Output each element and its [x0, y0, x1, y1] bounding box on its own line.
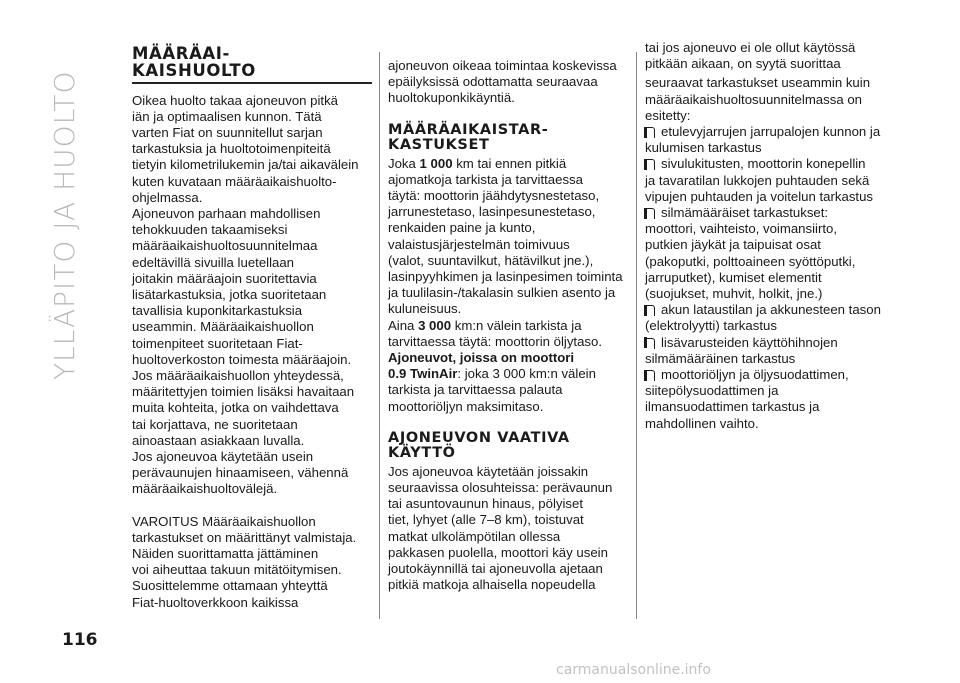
text-line: vipujen puhtauden ja voitelun tarkastus [645, 188, 874, 204]
checklist [645, 124, 885, 432]
paragraph-warning [132, 514, 372, 611]
bullet-icon [646, 338, 655, 349]
column-3 [645, 40, 885, 432]
section-heading-maintenance: MÄÄRÄAI- KAISHUOLTO [132, 44, 256, 80]
text-line: tarkastukset on määrittänyt valmistaja. [132, 529, 357, 545]
checklist-item [645, 302, 885, 334]
watermark: carmanualsonline.info [556, 662, 711, 678]
text-line: tietyin kilometrilukemin ja/tai aikavälein [132, 157, 359, 173]
text-line: perävaunujen hinaamiseen, vähennä [132, 465, 349, 481]
text-line: akun lataustilan ja akkunesteen tason [661, 302, 881, 318]
text-line: täytä: moottorin jäähdytysnestetaso, [388, 188, 600, 204]
text-line: muita kohteita, jotka on vaihdettava [132, 400, 339, 416]
checklist-item [645, 367, 885, 432]
text-line: pitkään aikaan, on syytä suorittaa [645, 56, 841, 72]
text-line: ainoastaan asiakkaan luvalla. [132, 432, 305, 448]
text-line: seuraavissa olosuhteissa: perävaunun [388, 480, 613, 496]
paragraph-continued [388, 58, 628, 107]
text-line: kuten kuvataan määräaikaishuolto- [132, 173, 337, 189]
text-line: määräaikaishuoltosuunnitelmassa on [645, 91, 862, 107]
text-line: (suojukset, muhvit, holkit, jne.) [645, 286, 823, 302]
text-line: lasinpyyhkimen ja lasinpesimen toiminta [388, 269, 623, 285]
bullet-icon [646, 208, 655, 219]
text-line: iän ja optimaalisen kunnon. Tätä [132, 108, 322, 124]
checklist-item [645, 156, 885, 205]
text-line: Jos määräaikaishuollon yhteydessä, [132, 367, 344, 383]
text-line: (elektrolyytti) tarkastus [645, 318, 777, 334]
text-line: sivulukitusten, moottorin konepellin [661, 156, 866, 172]
text-line: joutokäynnillä tai ajoneuvolla ajetaan [388, 561, 603, 577]
paragraph-twinair: Ajoneuvot, joissa on moottori 0.9 TwinAir: joka 3 000 km:n välein tarkista ja tarvittaessa palauta moottoriöljyn maksimitaso. [388, 350, 628, 415]
text-line: jarruputket), kumiset elementit [645, 269, 822, 285]
checklist-item [645, 205, 885, 302]
text-line: siitepölysuodattimen ja [645, 383, 779, 399]
text-line: varten Fiat on suunnitellut sarjan [132, 124, 323, 140]
text-line: tarkastuksia ja huoltotoimenpiteitä [132, 141, 331, 157]
paragraph-efficiency [132, 206, 372, 498]
column-divider [636, 52, 637, 619]
text-line: seuraavat tarkastukset useammin kuin [645, 75, 871, 91]
text-line: tai jos ajoneuvo ei ole ollut käytössä [645, 40, 856, 55]
text-line: jarrunestetaso, lasinpesunestetaso, [388, 204, 596, 220]
checklist-item [645, 124, 885, 156]
text-line: tai korjattava, ne suoritetaan [132, 416, 298, 432]
text-line: matkat ulkolämpötilan ollessa [388, 528, 561, 544]
section-side-title: YLLÄPITO JA HUOLTO [48, 70, 81, 380]
text-line: pakkasen puolella, moottori käy usein [388, 544, 608, 560]
text-line: määritettyjen toimien lisäksi havaitaan [132, 384, 355, 400]
text-line: Jos ajoneuvoa käytetään joissakin [388, 463, 589, 479]
text-line: epäilyksissä odottamatta seuraavaa [388, 74, 598, 90]
checklist-item [645, 335, 885, 367]
text-line: silmämääräiset tarkastukset: [661, 205, 829, 221]
text-line: VAROITUS Määräaikaishuollon [132, 513, 316, 529]
text-line: (valot, suuntavilkut, hätävilkut jne.), [388, 252, 594, 268]
paragraph-intro [132, 93, 372, 206]
section-heading-periodic-checks: MÄÄRÄAIKAISTAR- KASTUKSET [388, 121, 549, 153]
text-line: lisävarusteiden käyttöhihnojen [661, 334, 838, 350]
text-line: määräaikaishuoltovälejä. [132, 481, 278, 497]
paragraph-more-often [645, 75, 885, 124]
text-line: valaistusjärjestelmän toimivuus [388, 236, 570, 252]
text-line: ohjelmassa. [132, 189, 203, 205]
paragraph-continued [645, 40, 885, 72]
text-line: tarvittaessa täytä: moottorin öljytaso. [388, 333, 603, 349]
text-line: tavallisia kuponkitarkastuksia [132, 303, 303, 319]
text-line: mahdollinen vaihto. [645, 415, 759, 431]
text-line: tiet, lyhyet (alle 7–8 km), toistuvat [388, 512, 584, 528]
text-line: tai asuntovaunun hinaus, pölyiset [388, 496, 584, 512]
bullet-icon [646, 127, 655, 138]
text-line: etulevyjarrujen jarrupalojen kunnon ja [661, 124, 881, 140]
text-line: putkien jäykät ja taipuisat osat [645, 237, 821, 253]
text-line: silmämääräinen tarkastus [645, 350, 796, 366]
text-line: lisätarkastuksia, jotka suoritetaan [132, 286, 327, 302]
text-line: ja tuulilasin-/takalasin sulkien asento ja [388, 285, 616, 301]
text-line: tehokkuuden takaamiseksi [132, 222, 288, 238]
bullet-icon [646, 305, 655, 316]
paragraph-every-1000: Joka 1 000 km tai ennen pitkiä ajomatkoja tarkista ja tarvittaessa täytä: moottorin jäähdytysnestetaso, jarrunestetaso, lasinpesunestetaso, renkaiden paine ja kunto, valaistusjärjestelmän toimivuus (valot, suuntavilkut, hätävilkut jne.), lasinpyyhkimen ja lasinpesimen toiminta ja tuulilasin-/takalasin sulkien asento ja kuluneisuus. [388, 156, 628, 318]
text-line: toimenpiteet suoritetaan Fiat- [132, 335, 303, 351]
text-line: kulumisen tarkastus [645, 140, 762, 156]
text-line: kuluneisuus. [388, 301, 462, 317]
text-line: tarkista ja tarvittaessa palauta [388, 382, 563, 398]
text-line: useammin. Määräaikaishuollon [132, 319, 314, 335]
text-line: Suosittelemme ottamaan yhteyttä [132, 578, 328, 594]
text-line: edeltävillä sivuilla luetellaan [132, 254, 295, 270]
text-line: joitakin määräajoin suoritettavia [132, 270, 317, 286]
text-line: renkaiden paine ja kunto, [388, 220, 536, 236]
heading-rule [132, 82, 372, 84]
text-line: huoltokuponkikäyntiä. [388, 90, 515, 106]
text-line: ajoneuvon oikeaa toimintaa koskevissa [388, 58, 617, 73]
text-line: Fiat-huoltoverkkoon kaikissa [132, 594, 299, 610]
page-number: 116 [62, 630, 98, 650]
paragraph-every-3000: Aina 3 000 km:n välein tarkista ja tarvittaessa täytä: moottorin öljytaso. [388, 318, 628, 350]
column-divider [379, 52, 380, 619]
text-line: Jos ajoneuvoa käytetään usein [132, 448, 314, 464]
text-line: moottoriöljyn maksimitaso. [388, 398, 544, 414]
text-line: ja tavaratilan lukkojen puhtauden sekä [645, 172, 870, 188]
text-line: Oikea huolto takaa ajoneuvon pitkä [132, 92, 339, 108]
text-line: voi aiheuttaa takuun mitätöitymisen. [132, 562, 342, 578]
column-1 [132, 46, 372, 611]
text-line: moottori, vaihteisto, voimansiirto, [645, 221, 838, 237]
column-2 [388, 58, 628, 593]
text-line: huoltoverkoston toimesta määräajoin. [132, 351, 352, 367]
text-line: Ajoneuvon parhaan mahdollisen [132, 205, 321, 221]
paragraph-severe-conditions [388, 464, 628, 594]
text-line: ilmansuodattimen tarkastus ja [645, 399, 820, 415]
bullet-icon [646, 370, 655, 381]
text-line: (pakoputki, polttoaineen syöttöputki, [645, 253, 856, 269]
text-line: ajomatkoja tarkista ja tarvittaessa [388, 171, 583, 187]
text-line: Näiden suorittamatta jättäminen [132, 545, 319, 561]
section-heading-severe-use: AJONEUVON VAATIVA KÄYTTÖ [388, 429, 570, 461]
text-line: pitkiä matkoja alhaisella nopeudella [388, 577, 596, 593]
text-line: määräaikaishuoltosuunnitelmaa [132, 238, 318, 254]
text-line: esitetty: [645, 107, 691, 123]
text-line: moottoriöljyn ja öljysuodattimen, [661, 367, 849, 383]
bullet-icon [646, 159, 655, 170]
